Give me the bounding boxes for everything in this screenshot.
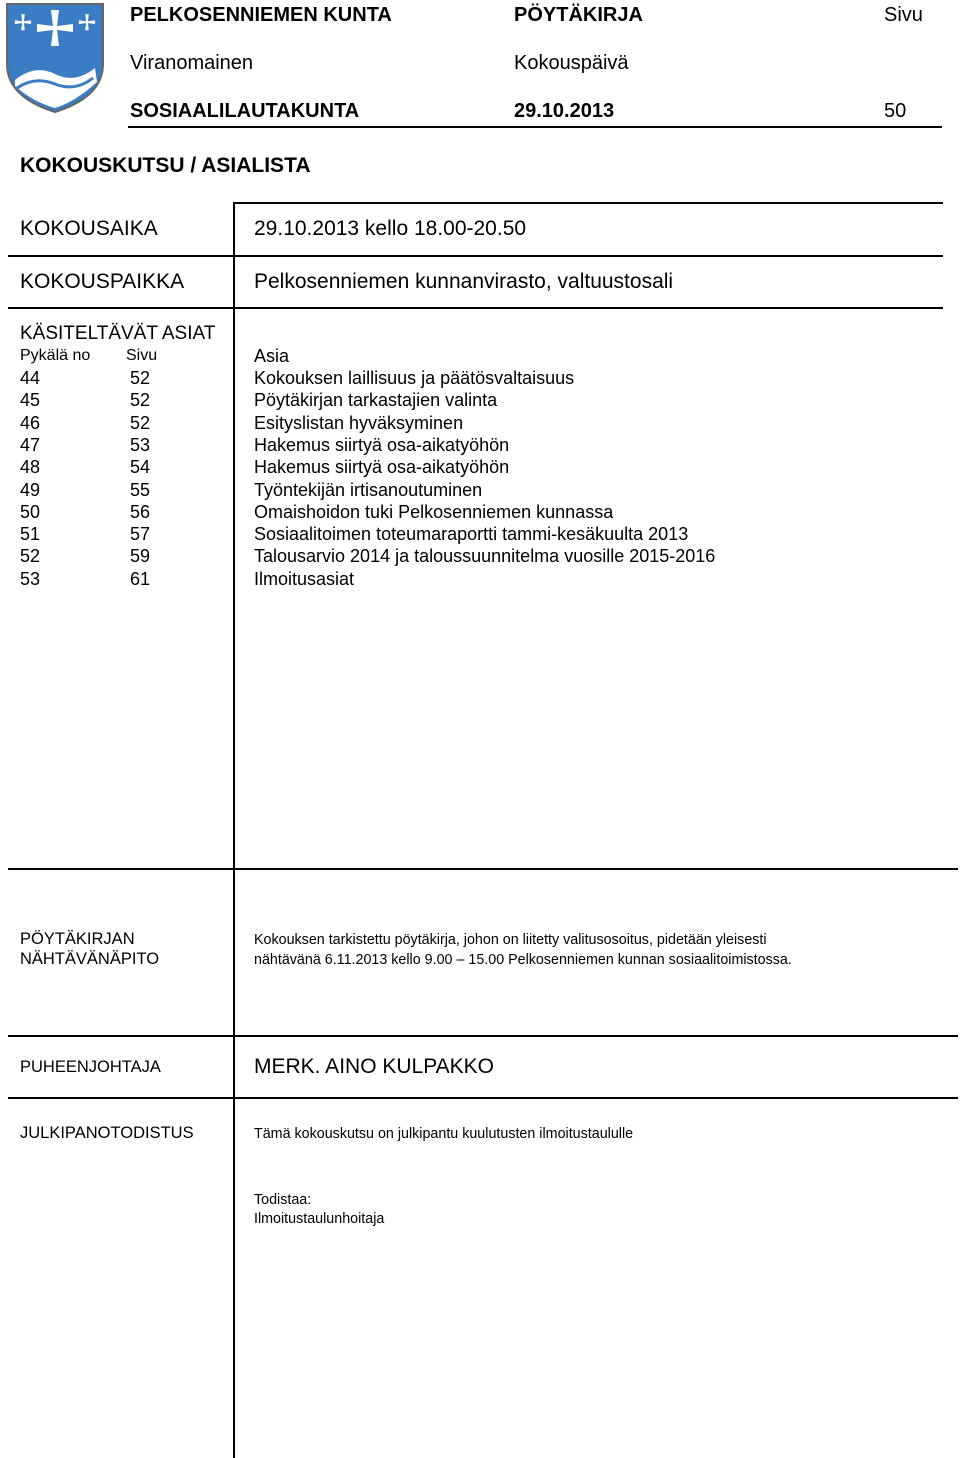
page-title: KOKOUSKUTSU / ASIALISTA [20,154,311,177]
page-ref: 53 [130,434,151,455]
section-number: 50 [20,501,41,522]
section-rule [8,1035,958,1037]
section-number: 52 [20,546,41,567]
minutes-display-text-1: Kokouksen tarkistettu pöytäkirja, johon on liitetty valitusosoitus, pidetään yleisesti [254,932,767,948]
meeting-place-label: KOKOUSPAIKKA [20,270,185,293]
item-title: Talousarvio 2014 ja taloussuunnitelma vuosille 2015-2016 [254,546,716,567]
item-title: Sosiaalitoimen toteumaraportti tammi-kesäkuulta 2013 [254,524,689,545]
meeting-time-value: 29.10.2013 kello 18.00-20.50 [254,217,527,240]
chair-label: PUHEENJOHTAJA [20,1058,161,1076]
page-ref: 52 [130,368,151,388]
list-item [0,502,960,524]
page-ref: 52 [130,412,151,433]
list-item [0,457,960,479]
list-item [0,413,960,435]
agenda-label: KÄSITELTÄVÄT ASIAT [20,323,216,344]
section-number: 45 [20,390,41,411]
date-label: Kokouspäivä [514,52,629,74]
page-ref: 52 [130,390,151,411]
verified-by: Ilmoitustaulunhoitaja [254,1211,385,1227]
municipality-coat-of-arms [5,2,105,114]
list-item [0,368,960,390]
list-item [0,480,960,502]
item-title: Pöytäkirjan tarkastajien valinta [254,390,498,411]
authority-label: Viranomainen [130,52,254,74]
minutes-display-text-2: nähtävänä 6.11.2013 kello 9.00 – 15.00 Pelkosenniemen kunnan sosiaalitoimistossa. [254,952,792,968]
meeting-place-value: Pelkosenniemen kunnanvirasto, valtuustosali [254,270,674,293]
item-title: Kokouksen laillisuus ja päätösvaltaisuus [254,368,575,388]
item-title: Hakemus siirtyä osa-aikatyöhön [254,457,510,478]
list-item [0,390,960,412]
item-title: Ilmoitusasiat [254,568,355,589]
doc-type: PÖYTÄKIRJA [514,4,643,26]
item-title: Työntekijän irtisanoutuminen [254,479,483,500]
section-number: 47 [20,434,41,455]
page-ref: 57 [130,524,151,545]
section-number: 51 [20,524,41,545]
item-title: Hakemus siirtyä osa-aikatyöhön [254,434,510,455]
section-rule [8,868,958,870]
list-item [0,569,960,591]
section-rule [8,255,943,257]
col-page-header: Sivu [126,347,158,364]
section-rule [8,307,943,309]
page-ref: 56 [130,501,151,522]
header-rule [128,126,942,128]
col-section-header: Pykälä no [20,347,91,364]
col-item-header: Asia [254,346,290,366]
authority: SOSIAALILAUTAKUNTA [130,100,360,122]
item-title: Esityslistan hyväksyminen [254,412,464,433]
section-number: 49 [20,479,41,500]
chair-name: MERK. AINO KULPAKKO [254,1055,495,1078]
minutes-display-label-1: PÖYTÄKIRJAN [20,930,135,948]
item-title: Omaishoidon tuki Pelkosenniemen kunnassa [254,501,614,522]
org-name: PELKOSENNIEMEN KUNTA [130,4,392,26]
section-rule [8,1097,958,1099]
page-ref: 54 [130,457,151,478]
section-number: 44 [20,368,41,388]
verified-label: Todistaa: [254,1192,312,1208]
page-label: Sivu [884,4,923,26]
notice-text: Tämä kokouskutsu on julkipantu kuulutusten ilmoitustaululle [254,1126,634,1142]
page-number: 50 [884,100,907,122]
section-rule [233,202,943,204]
meeting-time-label: KOKOUSAIKA [20,217,158,240]
section-number: 53 [20,568,41,589]
notice-label: JULKIPANOTODISTUS [20,1124,194,1142]
list-item [0,435,960,457]
section-number: 48 [20,457,41,478]
list-item [0,546,960,568]
list-item [0,524,960,546]
meeting-date: 29.10.2013 [514,100,615,122]
page-ref: 59 [130,546,151,567]
page-ref: 61 [130,568,151,589]
minutes-display-label-2: NÄHTÄVÄNÄPITO [20,950,160,968]
page-ref: 55 [130,479,151,500]
section-number: 46 [20,412,41,433]
